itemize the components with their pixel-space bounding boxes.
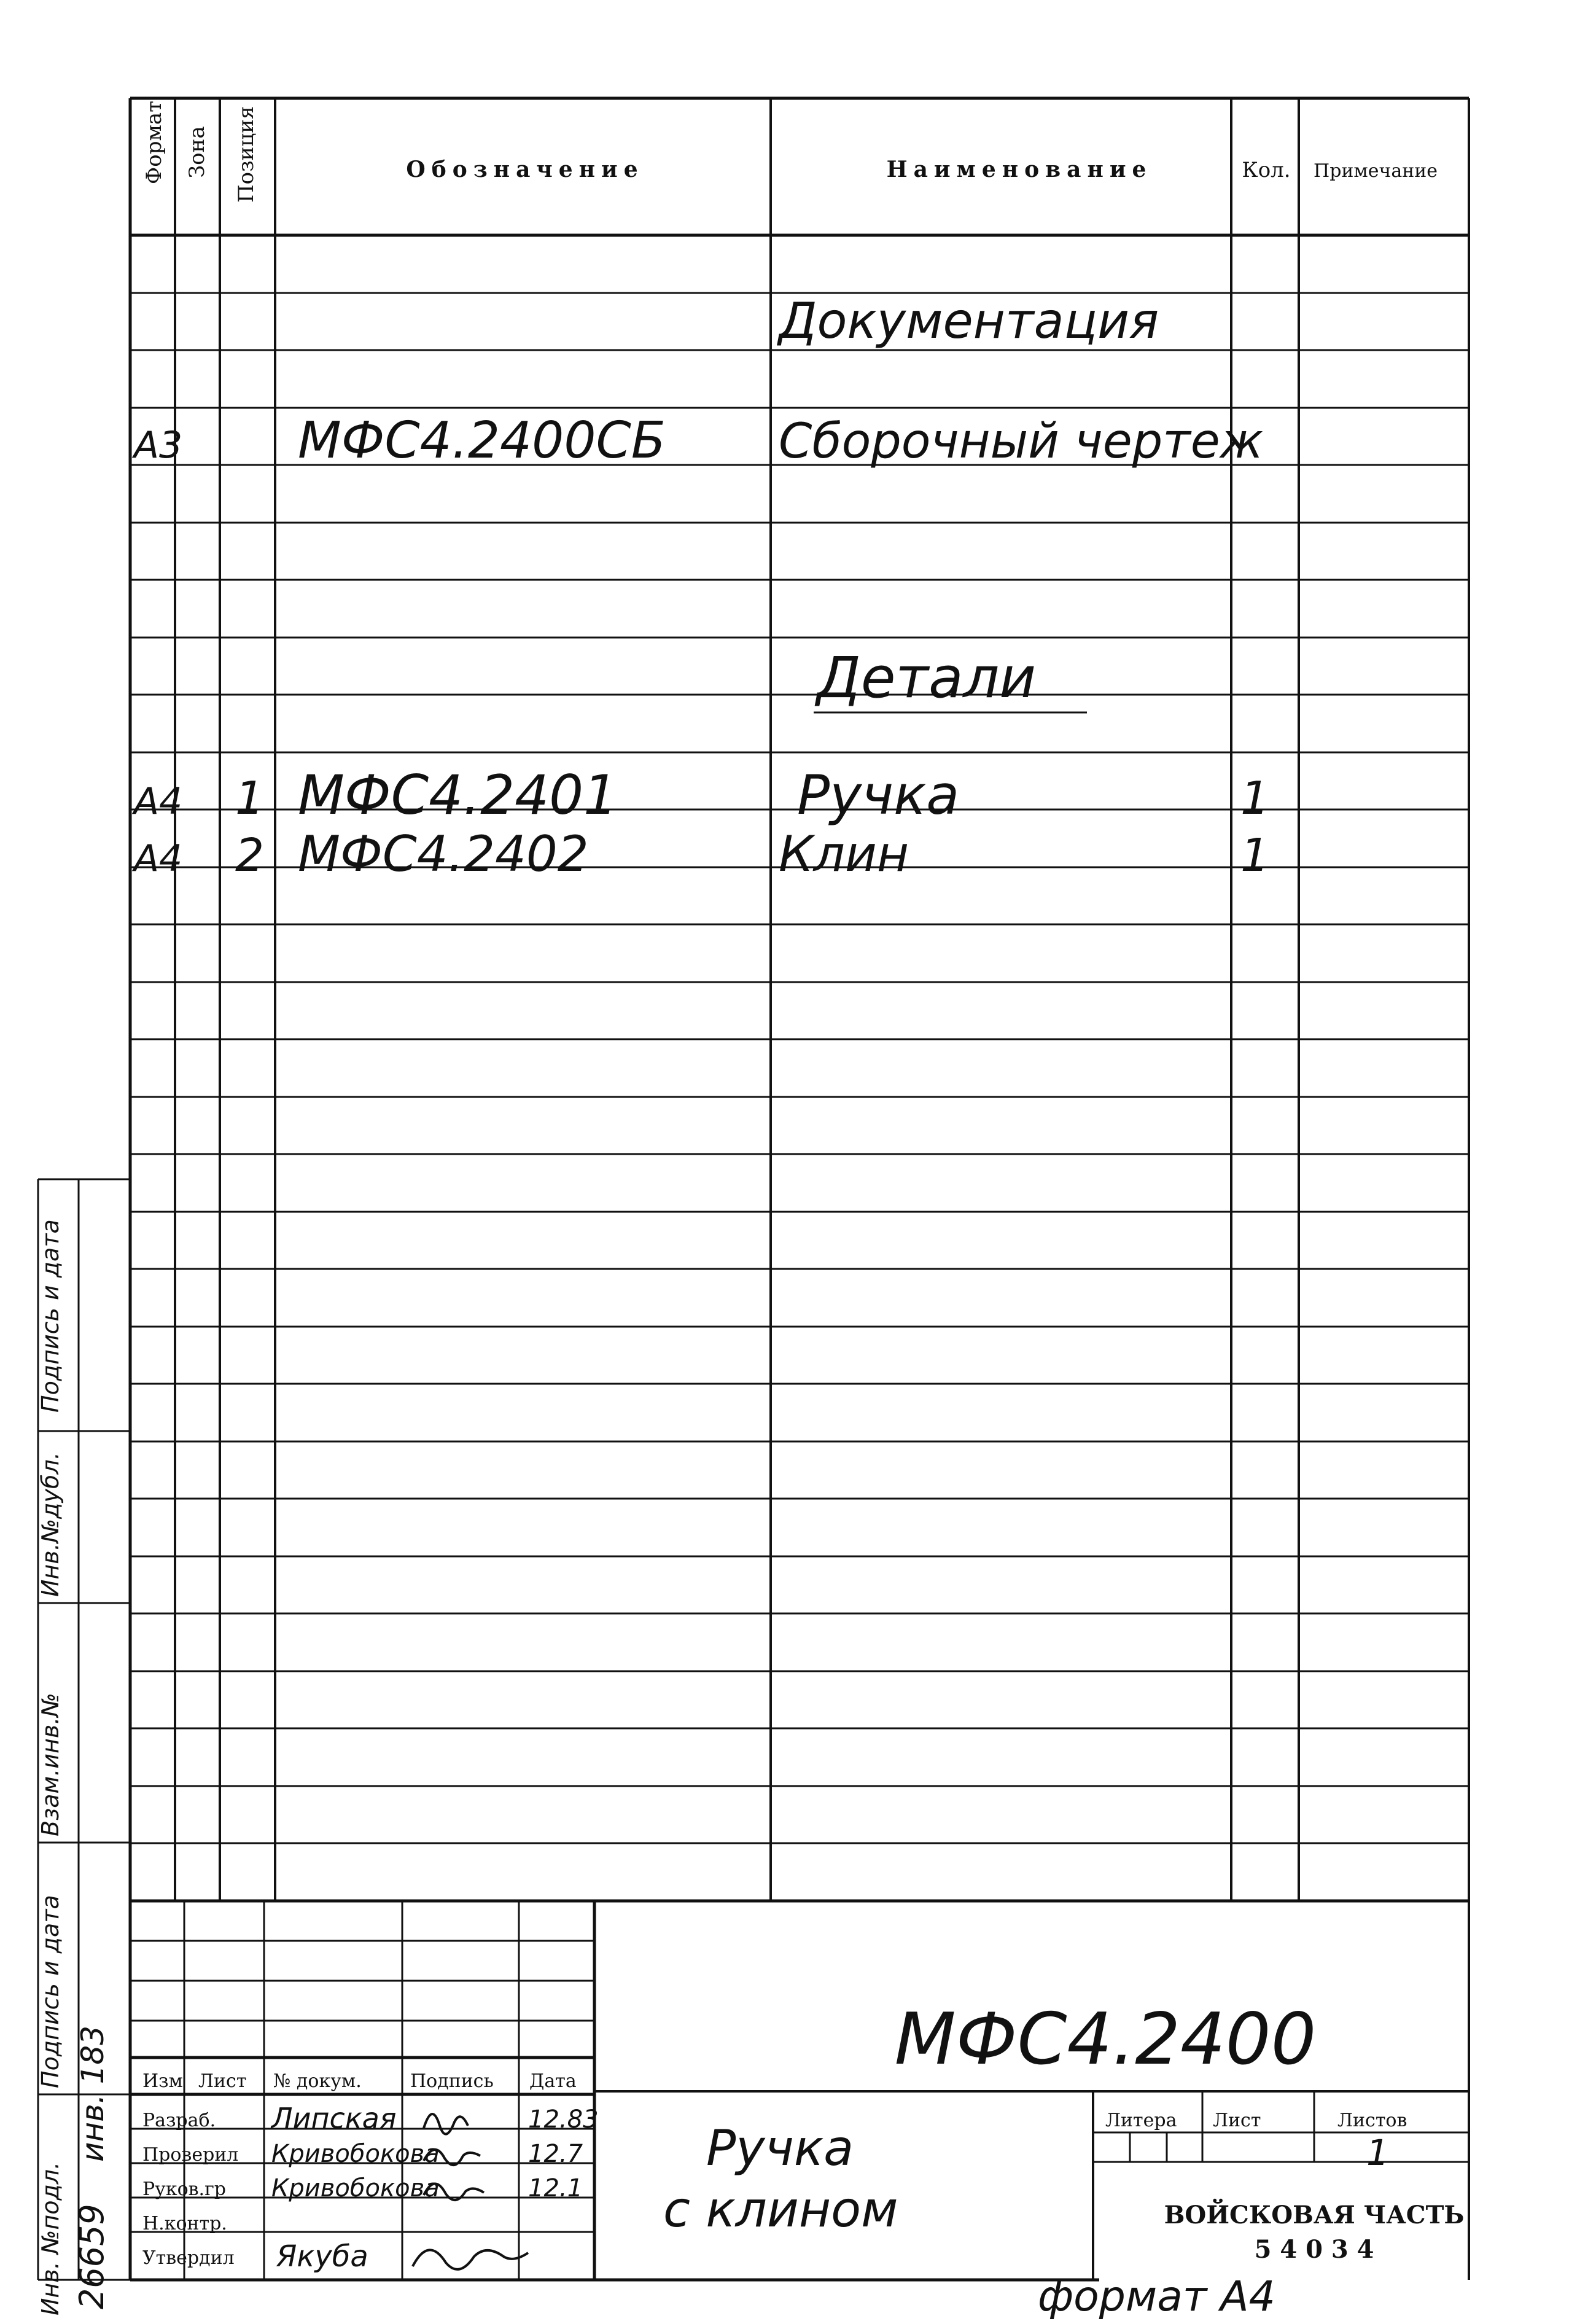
signature-mark (424, 2114, 468, 2134)
row-designation: МФС4.2401 (298, 763, 618, 827)
role-label: Проверил (142, 2144, 239, 2166)
sheets-label: Листов (1337, 2110, 1407, 2131)
margin-label-duplicate-inv: Инв.№дубл. (37, 1452, 64, 1597)
row-qty: 1 (1240, 772, 1270, 825)
row-designation: МФС4.2400СБ (298, 412, 666, 470)
margin-handwritten-number: 26659 (72, 2204, 111, 2309)
row-name: Ручка (797, 763, 960, 827)
spec-rows (131, 292, 1269, 883)
row-format: А4 (134, 780, 183, 823)
row-qty: 1 (1240, 829, 1270, 882)
section-heading-parts: Детали (817, 645, 1037, 711)
role-label: Руков.гр (142, 2179, 226, 2200)
row-designation: МФС4.2402 (298, 825, 589, 883)
signature-mark (413, 2250, 528, 2269)
product-name-line2: с клином (663, 2181, 898, 2238)
col-header-doc-no: № докум. (273, 2070, 362, 2092)
header-designation: Обозначение (406, 157, 644, 182)
margin-label-signature-date-upper: Подпись и дата (37, 1219, 64, 1413)
margin-handwritten-note: инв. 183 (75, 2026, 111, 2162)
row-position: 1 (235, 772, 265, 825)
header-format: Формат (142, 101, 166, 184)
header-note: Примечание (1314, 160, 1438, 182)
header-position: Позиция (234, 106, 259, 203)
row-format: А3 (134, 424, 183, 467)
row-position: 2 (235, 829, 265, 882)
row-format: А4 (134, 837, 183, 880)
organization-name: ВОЙСКОВАЯ ЧАСТЬ (1164, 2201, 1465, 2229)
role-person: Якуба (276, 2239, 368, 2274)
letter-label: Литера (1105, 2110, 1177, 2131)
title-designation: МФС4.2400 (894, 1998, 1317, 2081)
role-date: 12.83 (528, 2105, 599, 2134)
product-name-line1: Ручка (706, 2120, 854, 2177)
margin-label-signature-date-lower: Подпись и дата (37, 1895, 64, 2088)
role-label: Разраб. (142, 2110, 216, 2131)
col-header-change: Изм (142, 2070, 183, 2092)
col-header-date: Дата (529, 2070, 577, 2092)
role-label: Утвердил (142, 2247, 235, 2269)
side-margin-labels (37, 1219, 111, 2315)
role-date: 12.7 (528, 2140, 583, 2168)
role-person: Кривобокова (271, 2140, 440, 2168)
role-person: Кривобокова (271, 2174, 440, 2202)
role-label: Н.контр. (142, 2213, 227, 2234)
header-name: Наименование (886, 157, 1153, 182)
row-name: Клин (779, 825, 909, 883)
table-header (142, 101, 1438, 203)
sheets-value: 1 (1366, 2132, 1389, 2174)
margin-label-inv-original: Инв. №подл. (37, 2161, 64, 2315)
header-qty: Кол. (1242, 158, 1291, 182)
row-name: Сборочный чертеж (779, 414, 1263, 469)
col-header-sheet: Лист (198, 2070, 247, 2092)
section-heading-documentation: Документация (779, 292, 1159, 349)
format-note: формат А4 (1038, 2272, 1275, 2321)
margin-label-replaces-inv: Взам.инв.№ (37, 1693, 64, 1836)
col-header-signature: Подпись (410, 2070, 494, 2092)
role-person: Липская (271, 2102, 397, 2135)
role-date: 12.1 (528, 2174, 583, 2202)
header-zone: Зона (185, 126, 209, 178)
sheet-label: Лист (1213, 2110, 1261, 2131)
organization-code: 5 4 0 3 4 (1254, 2235, 1374, 2264)
